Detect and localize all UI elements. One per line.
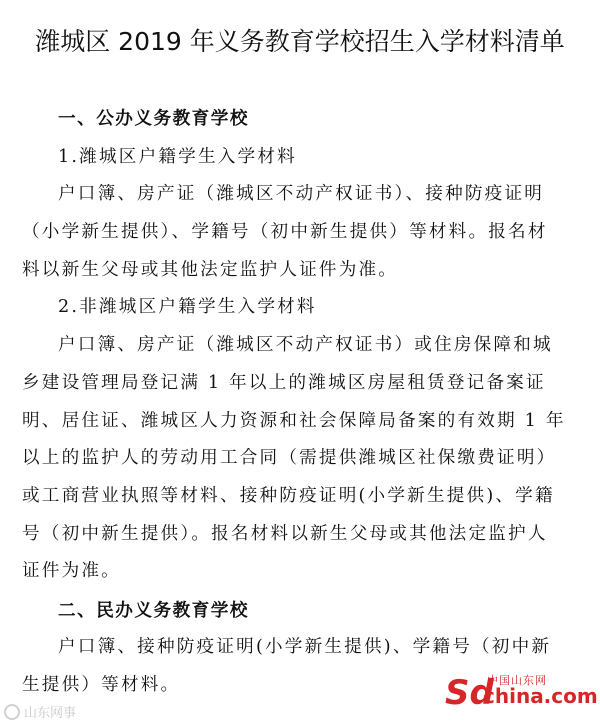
watermark-left-text: 山东网事 bbox=[24, 706, 77, 721]
paragraph-line: 以上的监护人的劳动用工合同（需提供潍城区社保缴费证明） bbox=[22, 448, 557, 468]
site-logo bbox=[445, 672, 598, 722]
section-heading-private: 二、民办义务教育学校 bbox=[58, 601, 249, 621]
paragraph-line: 户口簿、房产证（潍城区不动产权证书）或住房保障和城 bbox=[58, 335, 553, 355]
paragraph-line: 乡建设管理局登记满 1 年以上的潍城区房屋租赁登记备案证 bbox=[22, 373, 546, 393]
paragraph-line: 生提供）等材料。 bbox=[22, 675, 181, 695]
subsection-heading-nonlocal: 2.非潍城区户籍学生入学材料 bbox=[58, 297, 317, 317]
paragraph-line: 号（初中新生提供）。报名材料以新生父母或其他法定监护人 bbox=[22, 524, 548, 544]
watermark-left bbox=[4, 702, 76, 721]
paragraph-line: 证件为准。 bbox=[22, 561, 121, 581]
subsection-heading-local: 1.潍城区户籍学生入学材料 bbox=[58, 147, 297, 167]
logo-top-text: 中国山东网 bbox=[487, 674, 547, 687]
logo-url-text: china.com bbox=[483, 684, 598, 708]
paragraph-line: 户口簿、接种防疫证明(小学新生提供)、学籍号（初中新 bbox=[58, 637, 552, 657]
paragraph-line: 明、居住证、潍城区人力资源和社会保障局备案的有效期 1 年 bbox=[22, 411, 566, 431]
paragraph-line: 或工商营业执照等材料、接种防疫证明(小学新生提供)、学籍 bbox=[22, 486, 555, 506]
section-heading-public: 一、公办义务教育学校 bbox=[58, 109, 249, 129]
logo-mark: Sd bbox=[445, 673, 494, 713]
document-title: 潍城区 2019 年义务教育学校招生入学材料清单 bbox=[35, 27, 565, 56]
paragraph-line: 料以新生父母或其他法定监护人证件为准。 bbox=[22, 260, 399, 280]
paragraph-line: 户口簿、房产证（潍城区不动产权证书）、接种防疫证明 bbox=[58, 184, 545, 204]
paragraph-line: （小学新生提供）、学籍号（初中新生提供）等材料。报名材 bbox=[22, 222, 548, 242]
watermark-circle-icon bbox=[4, 704, 20, 720]
